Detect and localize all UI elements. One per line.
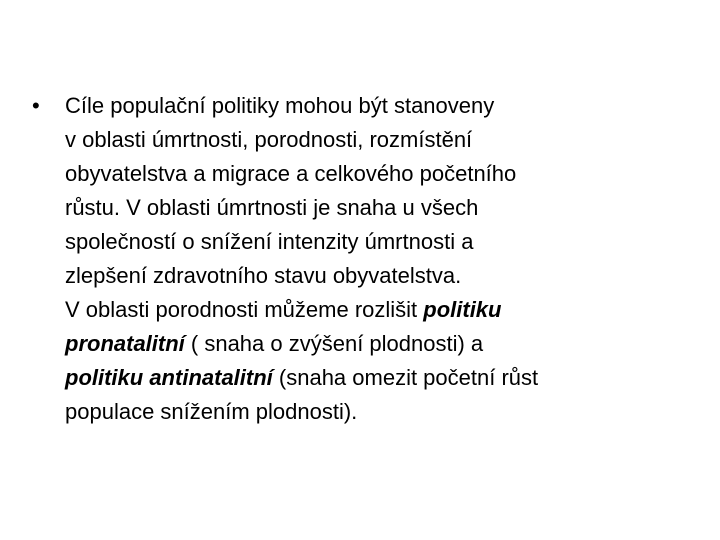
text-line-1: Cíle populační politiky mohou být stanoveny <box>65 93 495 118</box>
text-line-5: společností o snížení intenzity úmrtnosti a <box>65 229 474 254</box>
text-line-7-lead: V oblasti porodnosti můžeme rozlišit <box>65 297 424 322</box>
text-line-10: populace snížením plodnosti). <box>65 399 358 424</box>
text-line-2: v oblasti úmrtnosti, porodnosti, rozmístění <box>65 127 473 152</box>
text-line-9 <box>65 361 685 395</box>
text-line-6: zlepšení zdravotního stavu obyvatelstva. <box>65 263 462 288</box>
text-line-9-tail: (snaha omezit početní růst <box>272 365 539 390</box>
bullet-item <box>32 89 692 429</box>
text-line-8 <box>65 327 685 361</box>
emphasis-politiku-antinatalitni: politiku antinatalitní <box>65 365 273 390</box>
text-line-8-tail: ( snaha o zvýšení plodnosti) a <box>184 331 484 356</box>
text-line-4: růstu. V oblasti úmrtnosti je snaha u všech <box>65 195 479 220</box>
text-line-7 <box>65 293 685 327</box>
emphasis-pronatalitni: pronatalitní <box>65 331 185 356</box>
bullet-text <box>65 89 685 429</box>
text-line-3: obyvatelstva a migrace a celkového početního <box>65 161 517 186</box>
bullet-point-icon: • <box>32 93 40 118</box>
emphasis-politiku: politiku <box>423 297 502 322</box>
